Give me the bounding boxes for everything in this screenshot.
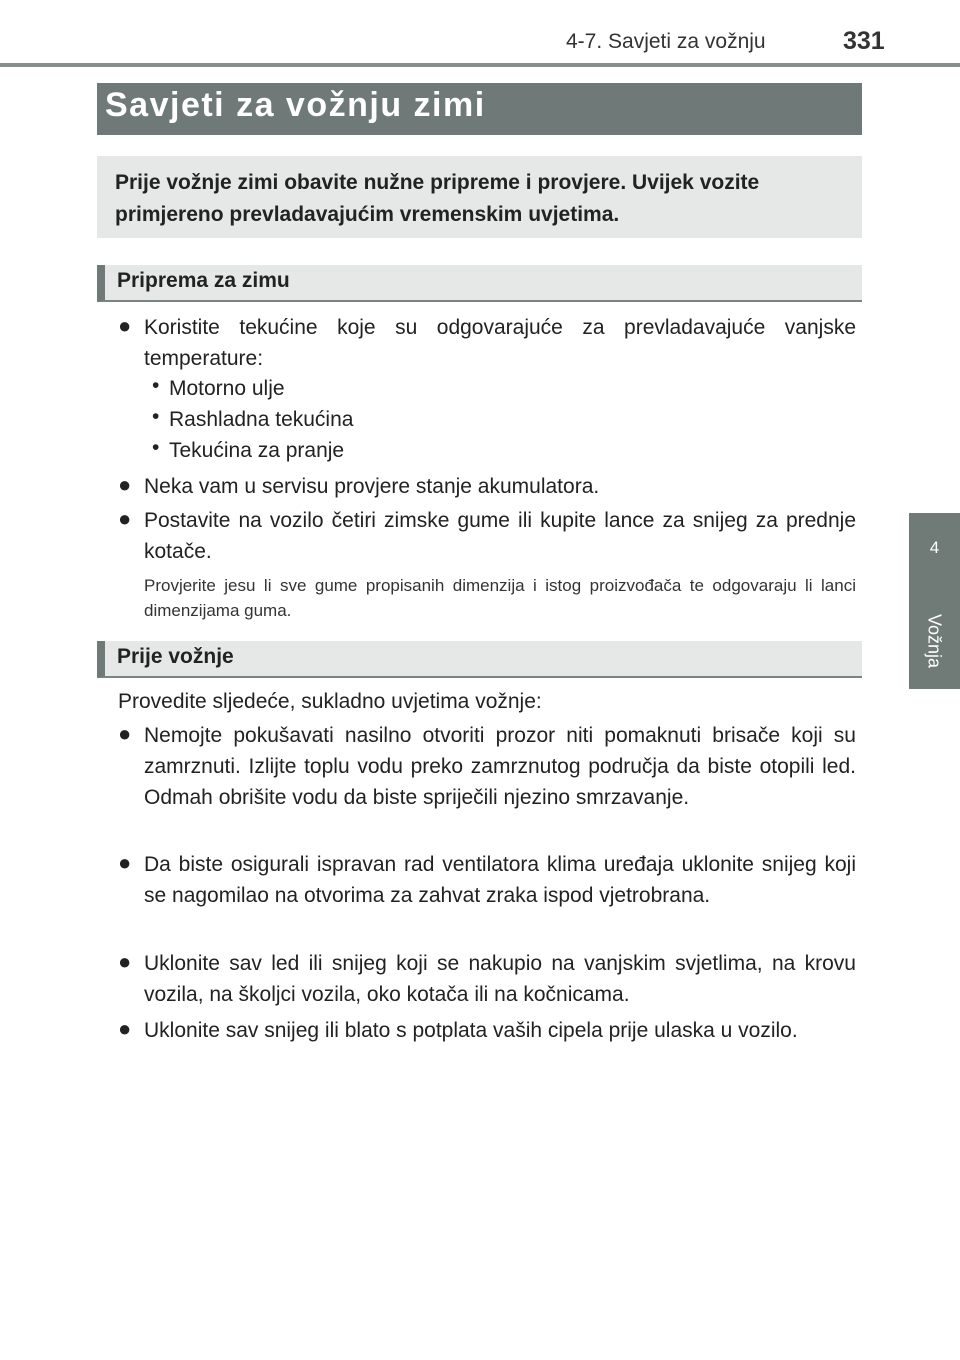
bullet-icon: ● [118, 721, 132, 746]
lead-text: Provedite sljedeće, sukladno uvjetima vožnje: [118, 690, 542, 713]
bullet-icon: ● [118, 850, 132, 875]
list-item: Uklonite sav snijeg ili blato s potplata vaših cipela prije ulaska u vozilo. [144, 1019, 798, 1042]
page-number: 331 [843, 27, 885, 55]
list-item: Koristite tekućine koje su odgovarajuće za prevladavajuće vanjske temperature: [144, 316, 856, 370]
section-heading-label: Priprema za zimu [117, 269, 290, 292]
note-text: Provjerite jesu li sve gume propisanih dimenzija i istog proizvođača te odgovaraju li lanci dimenzijama guma. [144, 576, 856, 620]
list-item: Nemojte pokušavati nasilno otvoriti prozor niti pomaknuti brisače koji su zamrznuti. Izlijte toplu vodu preko zamrznutog područja da biste otopili led. Odmah obrišite vodu da biste spriječili njezino smrzavanje. [144, 724, 856, 809]
bullet-icon: ● [118, 1016, 132, 1041]
sub-bullet-icon: • [152, 436, 160, 459]
header-rule [0, 63, 960, 67]
list-item: Postavite na vozilo četiri zimske gume ili kupite lance za snijeg za prednje kotače. [144, 509, 856, 563]
bullet-icon: ● [118, 506, 132, 531]
sub-bullet-icon: • [152, 405, 160, 428]
sub-bullet-icon: • [152, 374, 160, 397]
chapter-tab-number: 4 [929, 538, 940, 557]
page-title: Savjeti za vožnju zimi [105, 86, 486, 124]
chapter-tab-label: Vožnja [924, 613, 945, 669]
list-item: Da biste osigurali ispravan rad ventilatora klima uređaja uklonite snijeg koji se nagomilao na otvorima za zahvat zraka ispod vjetrobrana. [144, 853, 856, 907]
sub-list-item: Rashladna tekućina [169, 408, 354, 431]
section-heading-before-driving [97, 641, 862, 678]
intro-text: Prije vožnje zimi obavite nužne pripreme i provjere. Uvijek vozite primjereno prevladavajućim vremenskim uvjetima. [115, 171, 760, 226]
bullet-icon: ● [118, 472, 132, 497]
running-header-section: 4-7. Savjeti za vožnju [566, 30, 766, 53]
sub-list-item: Tekućina za pranje [169, 439, 345, 462]
section-heading-winter-prep [97, 265, 862, 302]
sub-list-item: Motorno ulje [169, 377, 285, 400]
list-item: Neka vam u servisu provjere stanje akumulatora. [144, 475, 600, 498]
bullet-icon: ● [118, 313, 132, 338]
list-item: Uklonite sav led ili snijeg koji se nakupio na vanjskim svjetlima, na krovu vozila, na školjci vozila, oko kotača ili na kočnicama. [144, 952, 856, 1006]
bullet-icon: ● [118, 949, 132, 974]
section-heading-label: Prije vožnje [117, 645, 234, 668]
intro-box [97, 156, 862, 238]
